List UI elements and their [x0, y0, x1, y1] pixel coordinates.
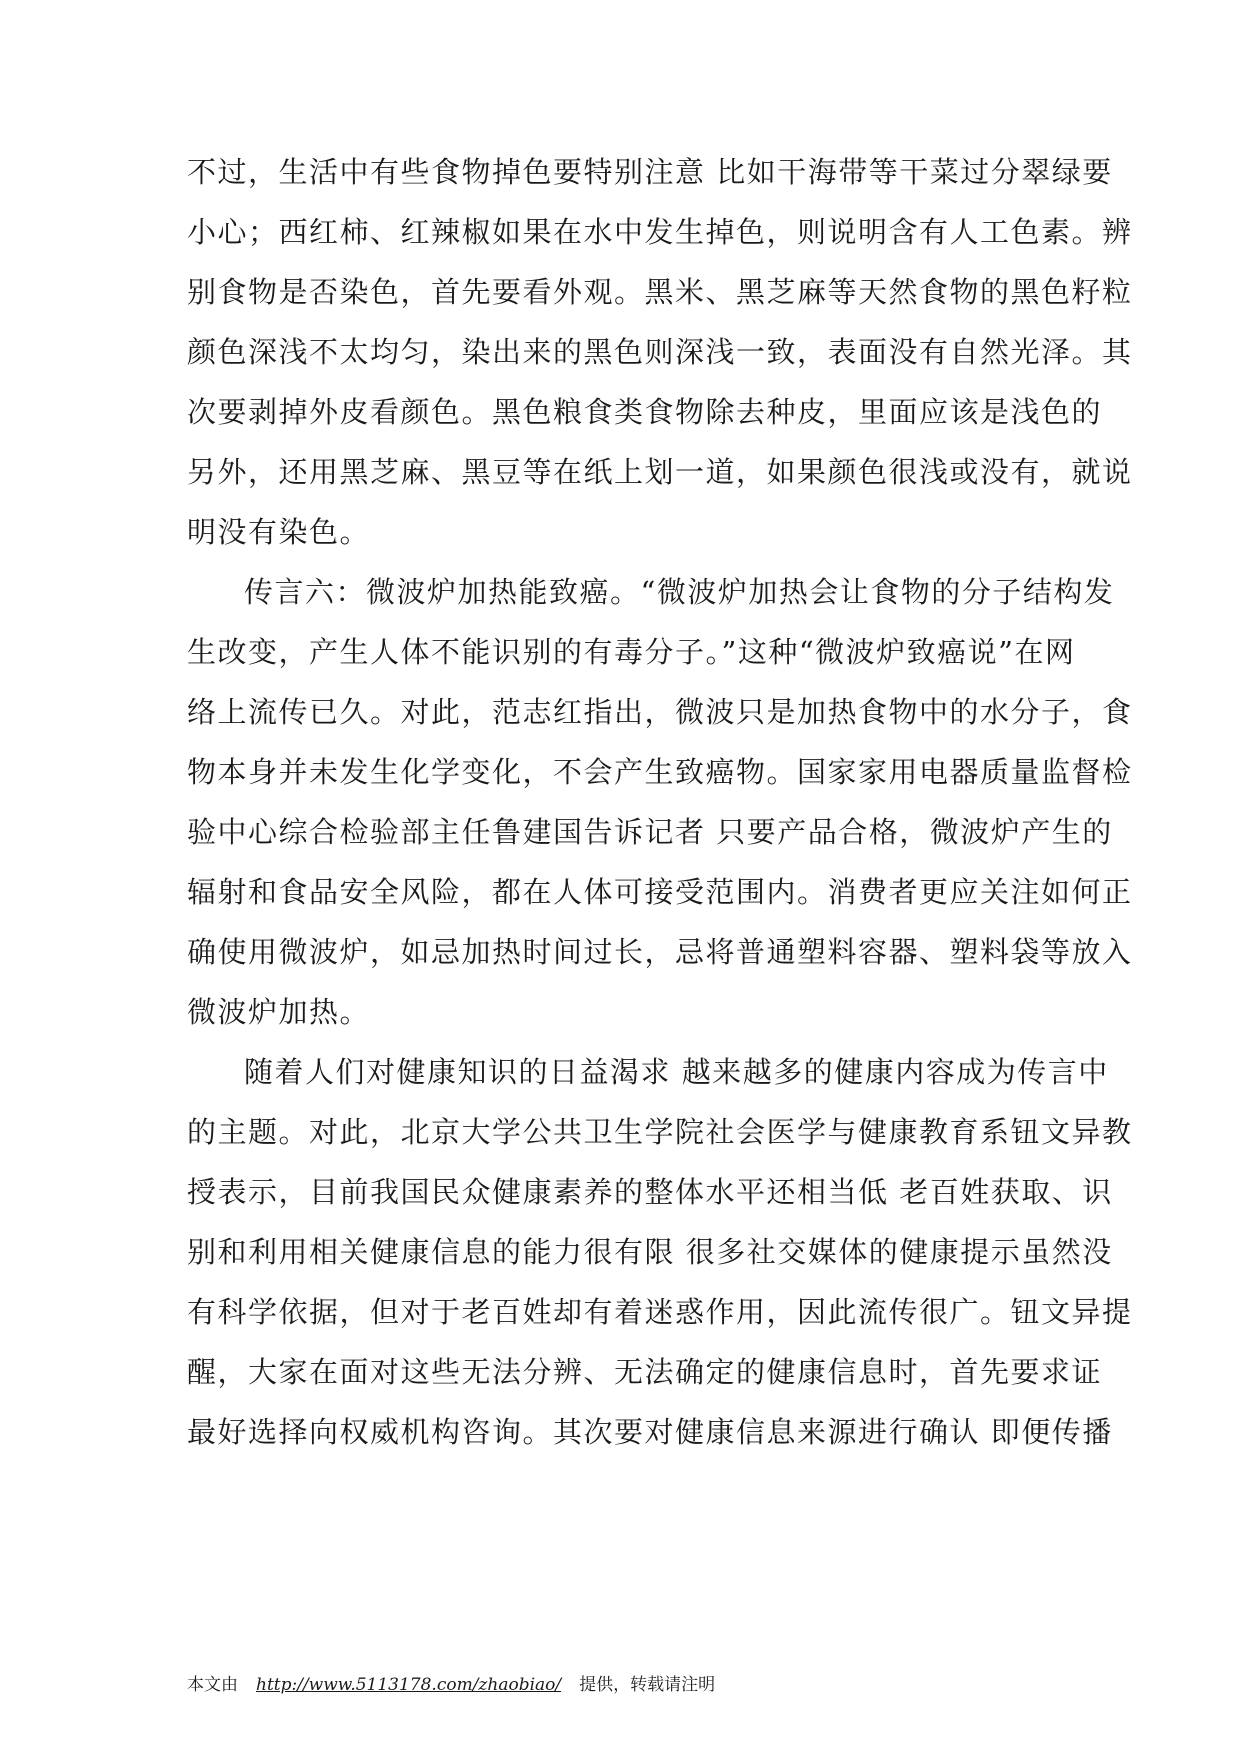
- footer-prefix: 本文由: [187, 1675, 238, 1695]
- footer-link[interactable]: http://www.5113178.com/zhaobiao/: [256, 1675, 562, 1695]
- paragraph-line: 确使用微波炉，如忌加热时间过长，忌将普通塑料容器、塑料袋等放入: [187, 935, 1133, 969]
- paragraph-line: 小心；西红柿、红辣椒如果在水中发生掉色，则说明含有人工色素。辨: [187, 215, 1133, 249]
- paragraph-line: 的主题。对此，北京大学公共卫生学院社会医学与健康教育系钮文异教: [187, 1115, 1133, 1149]
- page-footer: [187, 1673, 715, 1697]
- footer-suffix: 提供，转载请注明: [579, 1675, 716, 1695]
- paragraph-line: 有科学依据，但对于老百姓却有着迷惑作用，因此流传很广。钮文异提: [187, 1295, 1133, 1329]
- paragraph-line: 不过，生活中有些食物掉色要特别注意 比如干海带等干菜过分翠绿要: [187, 155, 1113, 189]
- paragraph-line: 醒，大家在面对这些无法分辨、无法确定的健康信息时，首先要求证: [187, 1355, 1103, 1389]
- paragraph-line: 颜色深浅不太均匀，染出来的黑色则深浅一致，表面没有自然光泽。其: [187, 335, 1133, 369]
- paragraph-line: 明没有染色。: [187, 515, 371, 549]
- paragraph-line: 别食物是否染色，首先要看外观。黑米、黑芝麻等天然食物的黑色籽粒: [187, 275, 1133, 309]
- paragraph-line: 次要剥掉外皮看颜色。黑色粮食类食物除去种皮，里面应该是浅色的: [187, 395, 1103, 429]
- paragraph-line: 随着人们对健康知识的日益渴求 越来越多的健康内容成为传言中: [244, 1055, 1109, 1089]
- paragraph-line: 物本身并未发生化学变化，不会产生致癌物。国家家用电器质量监督检: [187, 755, 1133, 789]
- paragraph-line: 生改变，产生人体不能识别的有毒分子。”这种“微波炉致癌说”在网: [187, 635, 1076, 669]
- paragraph-line: 别和利用相关健康信息的能力很有限 很多社交媒体的健康提示虽然没: [187, 1235, 1113, 1269]
- paragraph-line: 验中心综合检验部主任鲁建国告诉记者 只要产品合格，微波炉产生的: [187, 815, 1113, 849]
- paragraph-line: 授表示，目前我国民众健康素养的整体水平还相当低 老百姓获取、识: [187, 1175, 1113, 1209]
- paragraph-line: 最好选择向权威机构咨询。其次要对健康信息来源进行确认 即便传播: [187, 1415, 1113, 1449]
- paragraph-line: 传言六：微波炉加热能致癌。“微波炉加热会让食物的分子结构发: [244, 575, 1115, 609]
- paragraph-line: 络上流传已久。对此，范志红指出，微波只是加热食物中的水分子，食: [187, 695, 1133, 729]
- paragraph-line: 辐射和食品安全风险，都在人体可接受范围内。消费者更应关注如何正: [187, 875, 1133, 909]
- paragraph-line: 微波炉加热。: [187, 995, 371, 1029]
- paragraph-line: 另外，还用黑芝麻、黑豆等在纸上划一道，如果颜色很浅或没有，就说: [187, 455, 1133, 489]
